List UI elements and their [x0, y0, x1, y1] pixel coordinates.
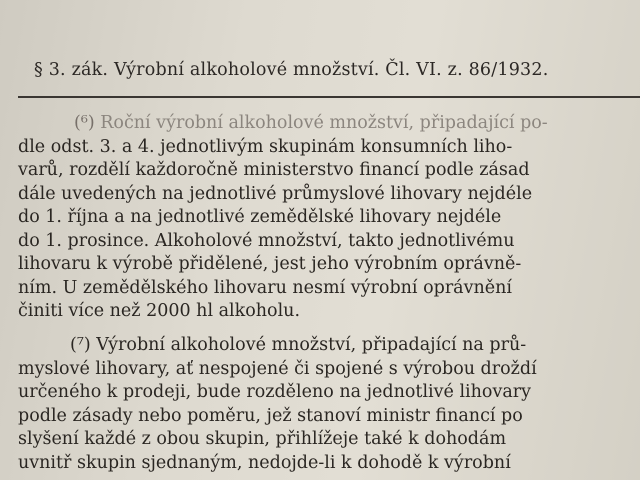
paragraph-line: podle zásady nebo poměru, jež stanoví ministr financí po: [18, 405, 523, 426]
paragraph-line: lihovaru k výrobě přidělené, jest jeho výrobním oprávně-: [18, 254, 522, 274]
page-header: § 3. zák. Výrobní alkoholové množství. Čl. VI. z. 86/1932.: [34, 60, 549, 80]
paragraph-line: činiti více než 2000 hl alkoholu.: [18, 301, 301, 321]
paragraph-marker: (⁷): [70, 335, 91, 355]
paragraph-line: určeného k prodeji, bude rozděleno na jednotlivé lihovary: [18, 382, 532, 402]
paragraph-7: [18, 334, 640, 475]
paragraph-line: myslové lihovary, ať nespojené či spojené s výrobou droždí: [18, 358, 537, 379]
paragraph-line: dle odst. 3. a 4. jednotlivým skupinám konsumních liho-: [18, 136, 513, 157]
paragraph-line: slyšení každé z obou skupin, přihlížeje také k dohodám: [18, 429, 507, 449]
header-rule: [18, 96, 640, 98]
paragraph-marker: (⁶): [74, 113, 95, 133]
paragraph-line: [18, 334, 640, 358]
paragraph-line: varů, rozdělí každoročně ministerstvo financí podle zásad: [18, 160, 530, 180]
paragraph-line: ním. U zemědělského lihovaru nesmí výrobní oprávnění: [18, 277, 512, 298]
paragraph-line: uvnitř skupin sjednaným, nedojde-li k dohodě k výrobní: [18, 452, 511, 473]
paragraph-line: do 1. prosince. Alkoholové množství, takto jednotlivému: [18, 230, 515, 251]
paragraph-6: [18, 112, 640, 324]
paragraph-text: Roční výrobní alkoholové množství, připadající po-: [94, 113, 548, 133]
paragraph-line: dále uvedených na jednotlivé průmyslové lihovary nejdéle: [18, 183, 533, 204]
paragraph-line: [18, 112, 640, 136]
paragraph-text: Výrobní alkoholové množství, připadající na prů-: [90, 335, 527, 355]
paragraph-line: do 1. října a na jednotlivé zemědělské lihovary nejdéle: [18, 207, 502, 227]
